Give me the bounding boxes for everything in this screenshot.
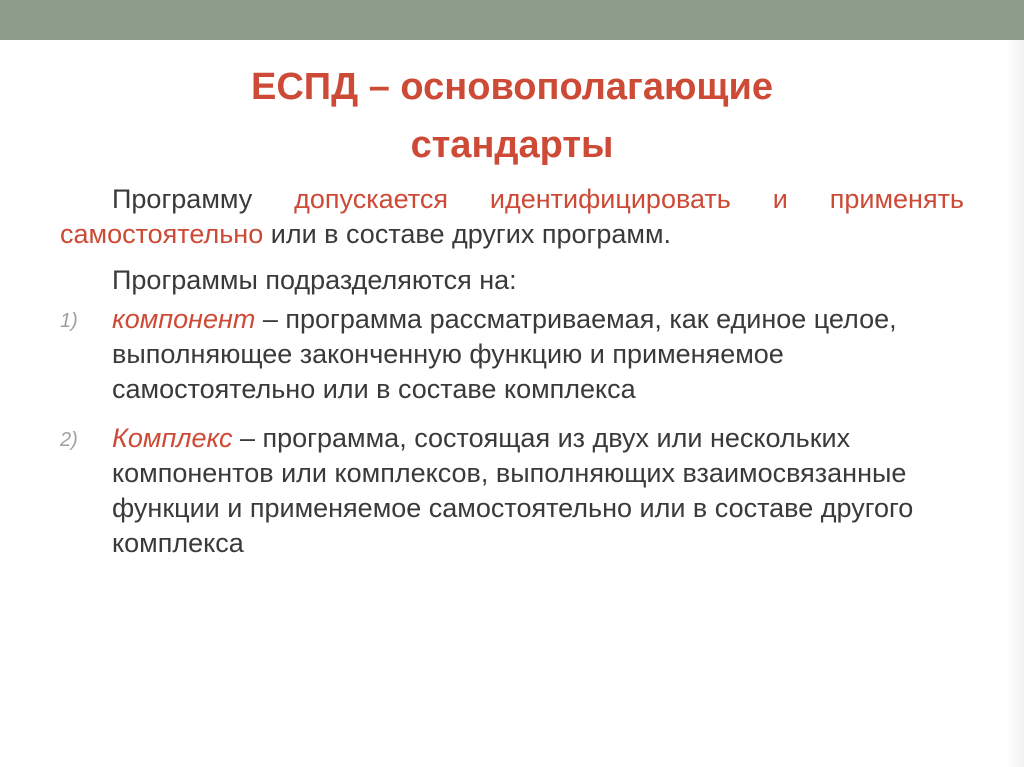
list-number: 2)	[60, 429, 78, 451]
subtitle: Программы подразделяются на:	[112, 265, 517, 295]
list-text: – программа рассматриваемая, как единое целое, выполняющее законченную функцию и применяемое самостоятельно или в составе комплекса	[112, 304, 897, 404]
intro-text-end: или в составе других программ.	[263, 219, 672, 249]
slide-edge-shadow	[1006, 40, 1024, 767]
slide-title-line1: ЕСПД – основополагающие	[251, 66, 773, 108]
list-term: компонент	[112, 304, 256, 334]
intro-paragraph	[60, 182, 964, 252]
list-text: – программа, состоящая из двух или нескольких компонентов или комплексов, выполняющих взаимосвязанные функции и применяемое самостоятельно или в составе другого комплекса	[112, 423, 914, 558]
slide-title-line2: стандарты	[410, 124, 614, 166]
slide-title	[60, 58, 964, 174]
intro-highlight: допускается идентифицировать и применять самостоятельно	[60, 184, 964, 249]
top-band	[0, 0, 1024, 40]
list-number: 1)	[60, 310, 78, 332]
list-item-complex	[60, 421, 964, 561]
list-item-component	[60, 302, 964, 407]
intro-text-start: Программу	[112, 184, 295, 214]
slide-content	[60, 182, 964, 575]
list-term: Комплекс	[112, 423, 233, 453]
